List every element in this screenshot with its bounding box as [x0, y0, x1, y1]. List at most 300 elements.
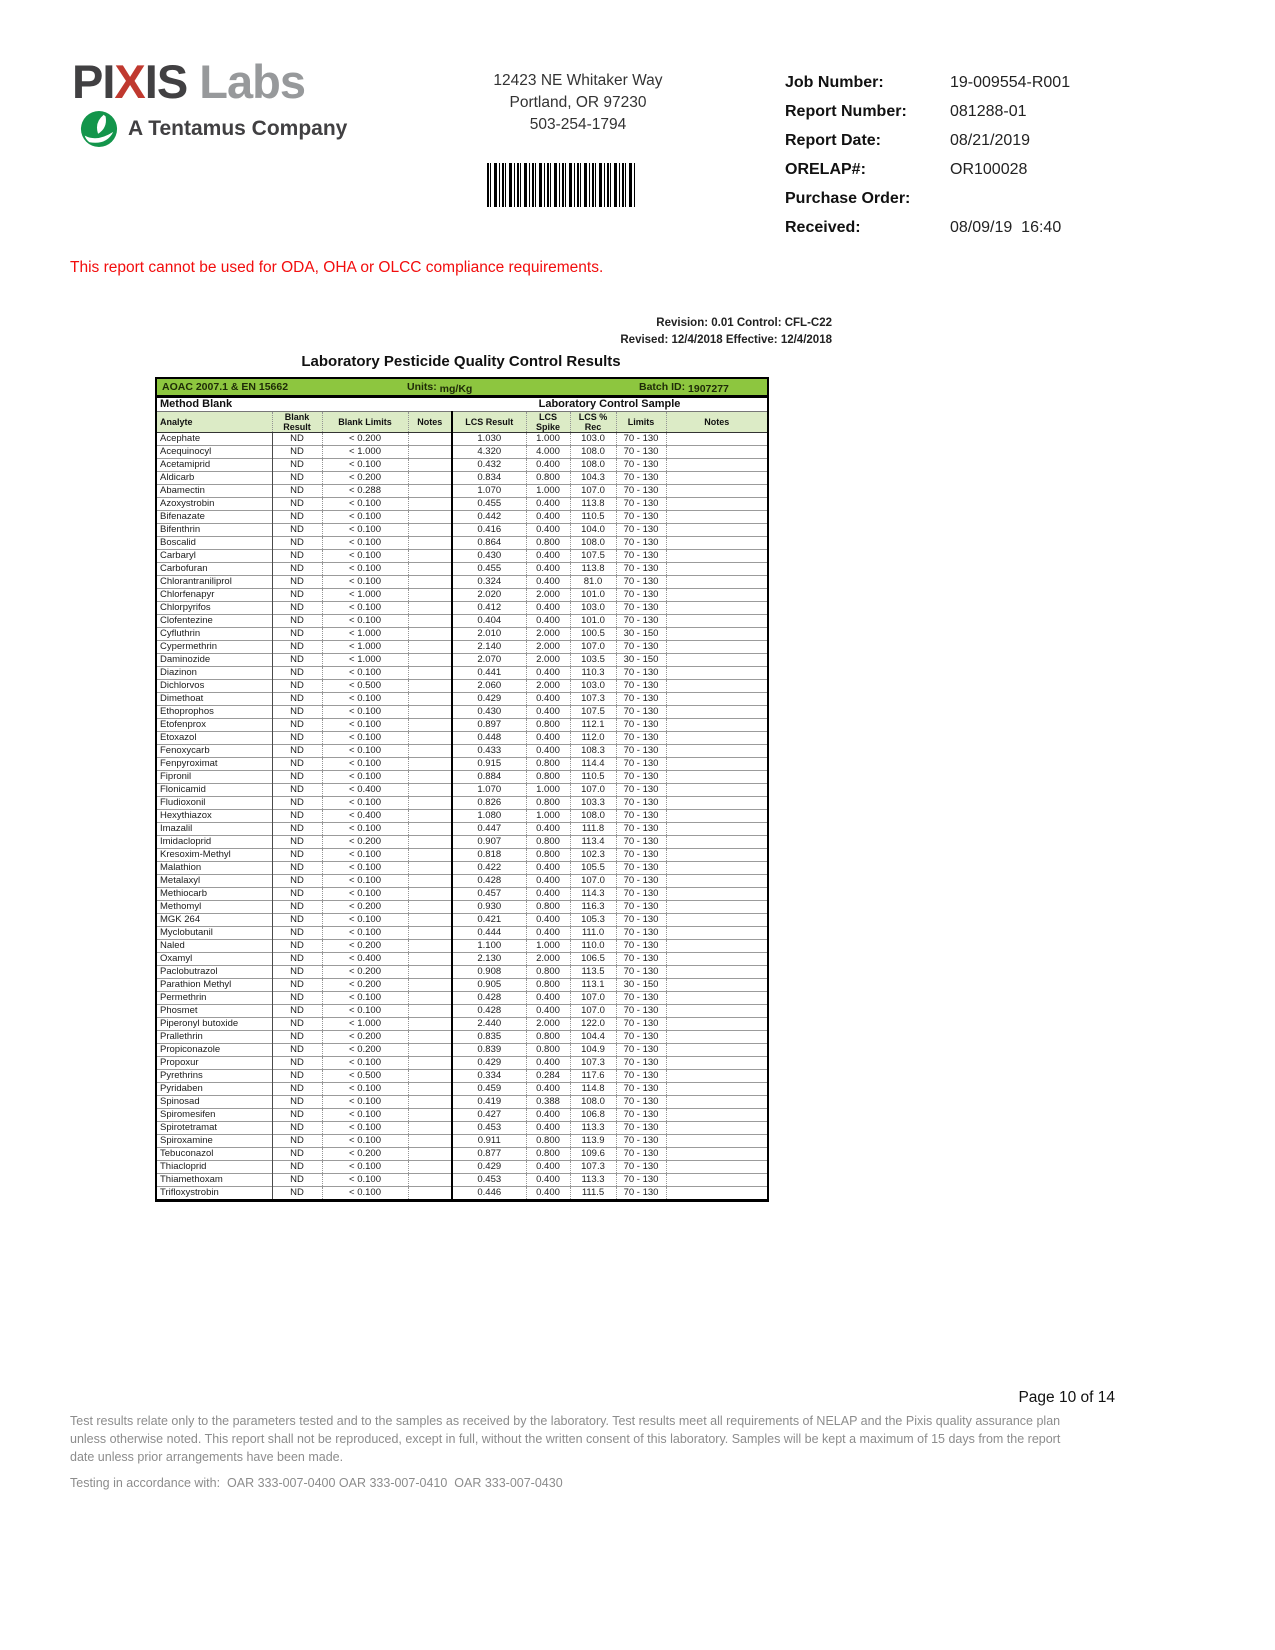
cell: ND	[272, 731, 322, 744]
revision-line1: Revision: 0.01 Control: CFL-C22	[656, 317, 832, 329]
table-row	[156, 939, 768, 952]
cell: 0.800	[526, 796, 570, 809]
cell: 0.457	[452, 887, 526, 900]
cell: 0.800	[526, 770, 570, 783]
cell: 0.400	[526, 549, 570, 562]
cell: 0.400	[526, 887, 570, 900]
cell: 0.400	[526, 874, 570, 887]
cell: ND	[272, 757, 322, 770]
table-row	[156, 1056, 768, 1069]
cell: 113.8	[570, 562, 616, 575]
cell: 70 - 130	[616, 1147, 666, 1160]
cell	[666, 718, 768, 731]
table-row	[156, 1108, 768, 1121]
table-row	[156, 744, 768, 757]
cell: 0.388	[526, 1095, 570, 1108]
cell: Acephate	[156, 432, 272, 445]
cell: 113.5	[570, 965, 616, 978]
cell: 107.3	[570, 692, 616, 705]
cell: 70 - 130	[616, 1017, 666, 1030]
cell: Methiocarb	[156, 887, 272, 900]
section-header-row	[156, 396, 768, 411]
cell: 114.3	[570, 887, 616, 900]
cell: Propiconazole	[156, 1043, 272, 1056]
cell: ND	[272, 1147, 322, 1160]
cell	[408, 458, 452, 471]
cell: 0.400	[526, 1108, 570, 1121]
cell: 0.884	[452, 770, 526, 783]
batch-id-text: Batch ID: 1907277	[639, 381, 729, 395]
table-row	[156, 432, 768, 445]
cell	[408, 978, 452, 991]
cell: 0.400	[526, 1082, 570, 1095]
table-row	[156, 1017, 768, 1030]
job-number-label: Job Number:	[785, 74, 884, 91]
table-row	[156, 601, 768, 614]
cell: 70 - 130	[616, 965, 666, 978]
cell: ND	[272, 991, 322, 1004]
cell: ND	[272, 1173, 322, 1186]
cell: 0.839	[452, 1043, 526, 1056]
method-reference: AOAC 2007.1 & EN 15662	[162, 381, 289, 393]
cell: 0.455	[452, 497, 526, 510]
table-row	[156, 1043, 768, 1056]
cell: 0.412	[452, 601, 526, 614]
table-row	[156, 718, 768, 731]
footer-testing-line: Testing in accordance with: OAR 333-007-0400 OAR 333-007-0410 OAR 333-007-0430	[70, 1476, 563, 1490]
cell	[408, 549, 452, 562]
cell: 30 - 150	[616, 978, 666, 991]
cell: 1.030	[452, 432, 526, 445]
logo-tagline: A Tentamus Company	[128, 117, 348, 140]
cell: 0.428	[452, 1004, 526, 1017]
cell	[666, 1108, 768, 1121]
cell: 0.400	[526, 926, 570, 939]
job-number-row	[785, 72, 1185, 94]
cell: ND	[272, 861, 322, 874]
cell	[408, 835, 452, 848]
cell: < 0.100	[322, 861, 408, 874]
cell: < 0.100	[322, 1134, 408, 1147]
cell	[408, 1004, 452, 1017]
cell: 70 - 130	[616, 1160, 666, 1173]
cell: 70 - 130	[616, 913, 666, 926]
table-row	[156, 1186, 768, 1200]
cell: 101.0	[570, 588, 616, 601]
cell	[666, 835, 768, 848]
col-notes-2: Notes	[666, 411, 768, 432]
cell: 70 - 130	[616, 991, 666, 1004]
cell: < 0.100	[322, 913, 408, 926]
cell: 0.400	[526, 861, 570, 874]
cell: ND	[272, 913, 322, 926]
cell	[408, 536, 452, 549]
cell: 0.800	[526, 835, 570, 848]
cell: 70 - 130	[616, 861, 666, 874]
cell: Thiacloprid	[156, 1160, 272, 1173]
cell: Piperonyl butoxide	[156, 1017, 272, 1030]
cell: Ethoprophos	[156, 705, 272, 718]
cell: < 0.200	[322, 471, 408, 484]
cell: ND	[272, 900, 322, 913]
col-lcs-spike: LCS Spike	[526, 411, 570, 432]
cell: 2.000	[526, 679, 570, 692]
cell	[666, 1030, 768, 1043]
table-row	[156, 1134, 768, 1147]
cell	[666, 796, 768, 809]
cell: 0.429	[452, 1056, 526, 1069]
cell: < 0.200	[322, 939, 408, 952]
cell	[408, 744, 452, 757]
table-row	[156, 562, 768, 575]
table-row	[156, 887, 768, 900]
cell: 104.3	[570, 471, 616, 484]
cell: 109.6	[570, 1147, 616, 1160]
cell: ND	[272, 822, 322, 835]
cell: 0.433	[452, 744, 526, 757]
cell: 103.0	[570, 432, 616, 445]
cell: < 0.200	[322, 835, 408, 848]
cell: Diazinon	[156, 666, 272, 679]
cell	[408, 783, 452, 796]
cell	[666, 783, 768, 796]
table-row	[156, 861, 768, 874]
cell	[666, 1017, 768, 1030]
cell	[408, 848, 452, 861]
table-row	[156, 705, 768, 718]
cell: 81.0	[570, 575, 616, 588]
cell: 0.400	[526, 562, 570, 575]
logo-text-labs: Labs	[199, 55, 305, 108]
cell: 114.8	[570, 1082, 616, 1095]
cell: 107.5	[570, 705, 616, 718]
cell: 107.3	[570, 1056, 616, 1069]
cell: 70 - 130	[616, 1056, 666, 1069]
cell: ND	[272, 796, 322, 809]
cell: 0.400	[526, 575, 570, 588]
cell: 1.000	[526, 432, 570, 445]
cell: 0.421	[452, 913, 526, 926]
cell: 0.800	[526, 900, 570, 913]
cell: Aldicarb	[156, 471, 272, 484]
cell: 0.826	[452, 796, 526, 809]
revision-block	[380, 315, 832, 349]
cell: ND	[272, 692, 322, 705]
cell	[666, 627, 768, 640]
cell: MGK 264	[156, 913, 272, 926]
qc-results-table	[155, 377, 769, 1202]
cell: 0.800	[526, 978, 570, 991]
cell: 70 - 130	[616, 692, 666, 705]
table-row	[156, 770, 768, 783]
table-row	[156, 679, 768, 692]
cell	[408, 1121, 452, 1134]
cell: < 0.100	[322, 523, 408, 536]
cell: 0.800	[526, 536, 570, 549]
table-row	[156, 991, 768, 1004]
cell	[666, 1160, 768, 1173]
cell	[408, 510, 452, 523]
table-row	[156, 484, 768, 497]
cell: 70 - 130	[616, 939, 666, 952]
cell: Carbofuran	[156, 562, 272, 575]
cell: 104.4	[570, 1030, 616, 1043]
cell: 2.000	[526, 640, 570, 653]
table-row	[156, 458, 768, 471]
cell: 107.0	[570, 484, 616, 497]
cell: Myclobutanil	[156, 926, 272, 939]
cell	[666, 822, 768, 835]
cell: Pyridaben	[156, 1082, 272, 1095]
cell: 104.9	[570, 1043, 616, 1056]
table-row	[156, 952, 768, 965]
cell: Dimethoat	[156, 692, 272, 705]
cell: < 1.000	[322, 627, 408, 640]
cell	[666, 744, 768, 757]
cell: < 0.100	[322, 1186, 408, 1200]
cell: Spirotetramat	[156, 1121, 272, 1134]
cell: ND	[272, 536, 322, 549]
cell: ND	[272, 848, 322, 861]
cell: 0.430	[452, 549, 526, 562]
cell: 0.400	[526, 601, 570, 614]
cell: < 0.100	[322, 614, 408, 627]
cell: < 0.100	[322, 1004, 408, 1017]
cell: 70 - 130	[616, 1134, 666, 1147]
cell: 70 - 130	[616, 926, 666, 939]
cell	[408, 1017, 452, 1030]
cell: < 0.200	[322, 900, 408, 913]
cell: ND	[272, 1160, 322, 1173]
table-row	[156, 692, 768, 705]
cell: Chlorpyrifos	[156, 601, 272, 614]
cell	[666, 653, 768, 666]
table-row	[156, 757, 768, 770]
cell: 0.400	[526, 822, 570, 835]
cell: < 1.000	[322, 640, 408, 653]
cell: 70 - 130	[616, 549, 666, 562]
cell: 117.6	[570, 1069, 616, 1082]
cell: ND	[272, 718, 322, 731]
address-line3: 503-254-1794	[529, 116, 627, 133]
cell: ND	[272, 562, 322, 575]
cell: Cypermethrin	[156, 640, 272, 653]
cell: 114.4	[570, 757, 616, 770]
cell	[666, 458, 768, 471]
table-row	[156, 822, 768, 835]
cell: 2.000	[526, 653, 570, 666]
cell: ND	[272, 1043, 322, 1056]
cell: 2.010	[452, 627, 526, 640]
cell	[408, 874, 452, 887]
cell: 70 - 130	[616, 614, 666, 627]
cell: 70 - 130	[616, 744, 666, 757]
cell: < 0.200	[322, 1030, 408, 1043]
cell: 70 - 130	[616, 601, 666, 614]
cell: 0.864	[452, 536, 526, 549]
cell: < 1.000	[322, 445, 408, 458]
cell: ND	[272, 874, 322, 887]
cell: 102.3	[570, 848, 616, 861]
cell: < 0.200	[322, 965, 408, 978]
cell: 70 - 130	[616, 887, 666, 900]
cell: < 0.500	[322, 1069, 408, 1082]
table-row	[156, 796, 768, 809]
cell: < 0.200	[322, 978, 408, 991]
cell: 0.800	[526, 965, 570, 978]
table-row	[156, 1030, 768, 1043]
cell: 70 - 130	[616, 445, 666, 458]
cell	[408, 601, 452, 614]
cell: 70 - 130	[616, 536, 666, 549]
cell	[666, 692, 768, 705]
received-value: 08/09/19 16:40	[950, 219, 1062, 236]
cell: 70 - 130	[616, 575, 666, 588]
cell: 0.429	[452, 692, 526, 705]
cell: 103.0	[570, 679, 616, 692]
cell: Etoxazol	[156, 731, 272, 744]
cell: 0.905	[452, 978, 526, 991]
cell: Oxamyl	[156, 952, 272, 965]
cell: 0.427	[452, 1108, 526, 1121]
cell: 0.800	[526, 757, 570, 770]
cell: 108.3	[570, 744, 616, 757]
cell: 0.334	[452, 1069, 526, 1082]
cell: 2.000	[526, 1017, 570, 1030]
cell: < 1.000	[322, 1017, 408, 1030]
cell: Azoxystrobin	[156, 497, 272, 510]
cell: 111.5	[570, 1186, 616, 1200]
cell: < 1.000	[322, 588, 408, 601]
cell: Etofenprox	[156, 718, 272, 731]
cell: Chlorfenapyr	[156, 588, 272, 601]
cell	[666, 705, 768, 718]
cell: ND	[272, 744, 322, 757]
cell: Paclobutrazol	[156, 965, 272, 978]
cell: 0.324	[452, 575, 526, 588]
cell: 0.404	[452, 614, 526, 627]
cell: 0.447	[452, 822, 526, 835]
cell	[408, 1108, 452, 1121]
barcode	[487, 163, 637, 207]
cell: 70 - 130	[616, 432, 666, 445]
address-line2: Portland, OR 97230	[509, 94, 647, 111]
cell: 0.400	[526, 666, 570, 679]
cell: 106.5	[570, 952, 616, 965]
cell	[408, 757, 452, 770]
cell: Spiroxamine	[156, 1134, 272, 1147]
cell	[666, 757, 768, 770]
cell: ND	[272, 432, 322, 445]
cell: 0.800	[526, 718, 570, 731]
cell: < 0.100	[322, 731, 408, 744]
logo-wordmark	[72, 55, 347, 108]
results-tbody	[156, 432, 768, 1200]
cell: Acequinocyl	[156, 445, 272, 458]
cell: 2.070	[452, 653, 526, 666]
cell	[666, 497, 768, 510]
cell: Spinosad	[156, 1095, 272, 1108]
cell: ND	[272, 926, 322, 939]
cell: 113.4	[570, 835, 616, 848]
cell: 0.800	[526, 848, 570, 861]
cell: 1.080	[452, 809, 526, 822]
cell: ND	[272, 939, 322, 952]
cell: 111.0	[570, 926, 616, 939]
cell: < 0.400	[322, 809, 408, 822]
cell: 70 - 130	[616, 835, 666, 848]
cell	[408, 1173, 452, 1186]
cell: 70 - 130	[616, 1108, 666, 1121]
cell: < 0.100	[322, 848, 408, 861]
cell: 107.0	[570, 991, 616, 1004]
cell: 2.130	[452, 952, 526, 965]
cell: 70 - 130	[616, 471, 666, 484]
cell: 70 - 130	[616, 640, 666, 653]
cell: 70 - 130	[616, 1095, 666, 1108]
cell	[408, 562, 452, 575]
col-blank-limits: Blank Limits	[322, 411, 408, 432]
cell: 0.908	[452, 965, 526, 978]
table-row	[156, 627, 768, 640]
cell: 70 - 130	[616, 822, 666, 835]
cell: 70 - 130	[616, 497, 666, 510]
cell: < 0.100	[322, 1095, 408, 1108]
cell: < 0.100	[322, 575, 408, 588]
cell: 30 - 150	[616, 627, 666, 640]
cell	[666, 939, 768, 952]
cell: 0.915	[452, 757, 526, 770]
cell: 2.020	[452, 588, 526, 601]
cell: Methomyl	[156, 900, 272, 913]
table-title: Laboratory Pesticide Quality Control Results	[301, 353, 621, 370]
cell: 0.400	[526, 731, 570, 744]
cell: 104.0	[570, 523, 616, 536]
cell: ND	[272, 458, 322, 471]
cell	[666, 484, 768, 497]
report-info-block	[785, 72, 1185, 246]
cell: < 0.500	[322, 679, 408, 692]
column-header-row	[156, 411, 768, 432]
cell: Chlorantraniliprol	[156, 575, 272, 588]
cell: 70 - 130	[616, 458, 666, 471]
cell: 70 - 130	[616, 679, 666, 692]
cell: 2.140	[452, 640, 526, 653]
cell: < 0.100	[322, 770, 408, 783]
cell: < 0.100	[322, 601, 408, 614]
cell	[408, 1147, 452, 1160]
cell: 0.428	[452, 874, 526, 887]
cell	[408, 627, 452, 640]
cell: ND	[272, 471, 322, 484]
cell	[408, 861, 452, 874]
logo-text-is: IS	[144, 55, 188, 108]
cell: 113.3	[570, 1173, 616, 1186]
cell	[408, 770, 452, 783]
cell: ND	[272, 510, 322, 523]
table-row	[156, 1095, 768, 1108]
cell: Spiromesifen	[156, 1108, 272, 1121]
cell: 70 - 130	[616, 731, 666, 744]
cell: < 0.100	[322, 1082, 408, 1095]
purchase-order-row	[785, 188, 1185, 210]
cell: 108.0	[570, 536, 616, 549]
cell: 107.0	[570, 640, 616, 653]
cell	[408, 1186, 452, 1200]
cell	[666, 731, 768, 744]
tentamus-leaf-icon	[80, 110, 118, 148]
cell: ND	[272, 1030, 322, 1043]
